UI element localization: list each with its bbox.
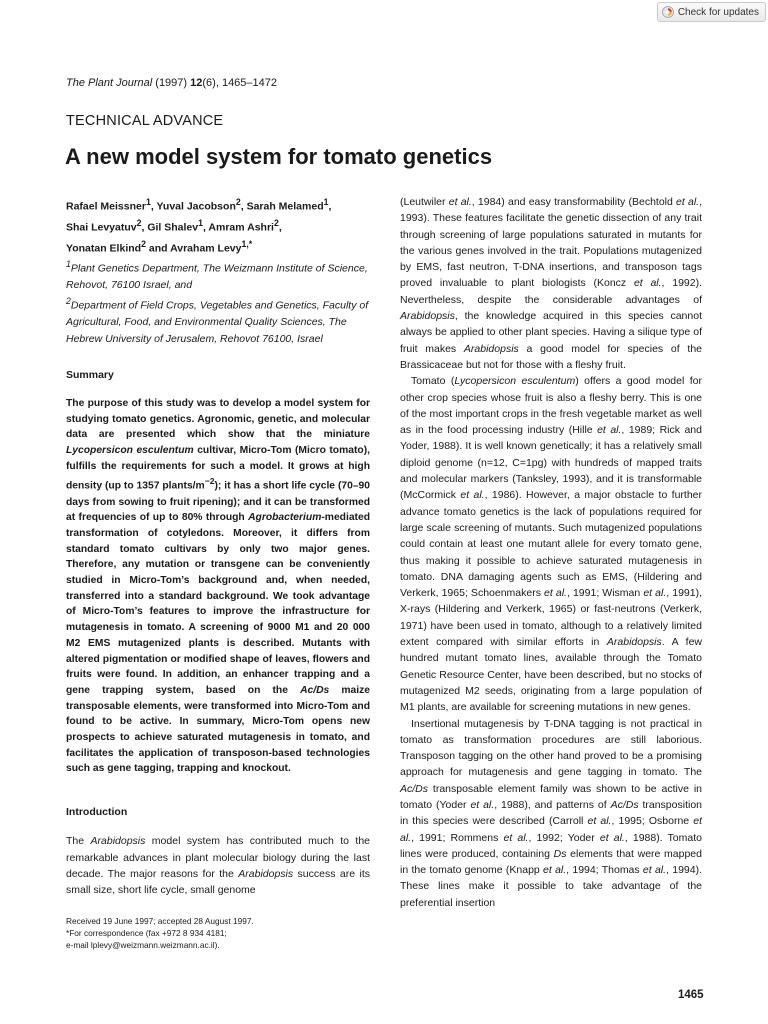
badge-label: Check for updates [677, 6, 759, 18]
introduction-text: The Arabidopsis model system has contributed much to the remarkable advances in plant molecular biology during the last decade. The major reasons for the Arabidopsis success are its small size, short life cycle, small genome [66, 835, 371, 897]
update-badge-icon [662, 6, 674, 18]
journal-citation [66, 77, 277, 89]
received-footnote: Received 19 June 1997; accepted 28 August 1997. *For correspondence (fax +972 8 934 4181; e-mail lplevy@weizmann.weizmann.ac.il). [66, 916, 254, 950]
body-paragraph: Tomato (Lycopersicon esculentum) offers a good model for other crop species whose fruit is also a fleshy berry. This is one of the most important crops in the fresh vegetable market as well as in the food processing industry (Hille et al., 1989; Rick and Yoder, 1988). It is well known genetically; it has a relatively small diploid genome (n=12, C=1pg) with hundreds of mapped traits and molecular markers (Tanksley, 1993), and it is transformable (McCormick et al., 1986). However, a major obstacle to further advance tomato genetics is the lack of populations required for large scale screening of mutants. Such mutagenized populations could contain at least one mutant allele for every tomato gene, thus making it possible to achieve saturated mutagenesis in tomato. DNA damaging agents such as EMS, (Hildering and Verkerk, 1965; Schoenmakers et al., 1991; Wisman et al., 1991), X-rays (Hildering and Verkerk, 1965) or fast-neutrons (Verkerk, 1971) have been used in tomato, although to a relatively limited extent compared with similar efforts in Arabidopsis. A few hundred mutant tomato lines, available through the Tomato Genetic Resource Center, have been described, but no stocks of mutagenized M2 seeds, originating from a large population of M1 plants, are available for screening mutations in new genes. [400, 375, 703, 714]
left-column [66, 194, 370, 899]
journal-issue-pages: (6), 1465–1472 [202, 77, 278, 89]
journal-volume: 12 [190, 77, 203, 89]
section-label: TECHNICAL ADVANCE [66, 113, 224, 129]
check-for-updates-button[interactable] [657, 2, 766, 22]
summary-text: The purpose of this study was to develop a model system for studying tomato genetics. Agronomic, genetic, and molecular data are presented which show that the miniature Lycopersicon esculentum cultivar, Micro-Tom (Micro tomato), fulfills the requirements for such a model. It grows at high density (up to 1357 plants/$m^{-2}$); it has a short life cycle (70–90 days from sowing to fruit ripening); and it can be transformed at frequencies of up to 80% through Agrobacterium-mediated transformation of cotyledons. Moreover, it differs from standard tomato cultivars by only two major genes. Therefore, any mutation or transgene can be conveniently studied in Micro-Tom’s background and, when needed, transferred into a standard background. We took advantage of Micro-Tom’s features to improve the infrastructure for mutagenesis in tomato. A screening of 9000 M1 and 20 000 M2 EMS mutagenized plants is described. Mutants with altered pigmentation or modified shape of leaves, flowers and fruits were found. In addition, an enhancer trapping and a gene trapping system, based on the Ac/Ds maize transposable elements, were transformed into Micro-Tom and found to be active. In summary, Micro-Tom opens new prospects to achieve saturated mutagenesis in tomato, and facilitates the application of transposon-based technologies such as gene tagging, trapping and knockout. [66, 397, 371, 775]
journal-year: (1997) [155, 77, 188, 89]
journal-name: The Plant Journal [66, 77, 153, 89]
introduction-heading: Introduction [66, 806, 128, 819]
author-list: Rafael Meissner$^1$, Yuval Jacobson$^2$, Sarah Melamed$^1$, Shai Levyatuv$^2$, Gil Shalev$^1$, Amram Ashri$^2$, Yonatan Elkind$^2$ and Avraham Levy$^{1,*}$ [66, 197, 332, 255]
body-paragraph: Insertional mutagenesis by T-DNA tagging is not practical in tomato as transformation procedures are still laborious. Transposon tagging on the other hand proved to be a promising approach for mutagenesis and gene tagging in tomato. The Ac/Ds transposable element family was shown to be active in tomato (Yoder et al., 1988), and patterns of Ac/Ds transposition in this species were described (Carroll et al., 1995; Osborne et al., 1991; Rommens et al., 1992; Yoder et al., 1988). Tomato lines were produced, containing Ds elements that were mapped in the tomato genome (Knapp et al., 1994; Thomas et al., 1994). These lines make it possible to take advantage of the preferential insertion [400, 717, 703, 909]
article-title: A new model system for tomato genetics [65, 144, 493, 169]
affiliations: $^1$Plant Genetics Department, The Weizmann Institute of Science, Rehovot, 76100 Israel, and $^2$Department of Field Crops, Vegetables and Genetics, Faculty of Agricultural, Food, and Environmental Quality Sciences, The Hebrew University of Jerusalem, Rehovot 76100, Israel [66, 259, 369, 345]
right-column [400, 194, 702, 911]
page-number: 1465 [678, 989, 704, 1001]
body-paragraph: (Leutwiler et al., 1984) and easy transformability (Bechtold et al., 1993). These features facilitate the genetic dissection of any trait through screening of large populations saturated in mutants for the various genes involved in the trait. Populations mutagenized by EMS, fast neutron, T-DNA insertions, and transposon tags proved invaluable to plant biologists (Koncz et al., 1992). Nevertheless, despite the considerable advantages of Arabidopsis, the knowledge acquired in this species cannot always be applied to other plant species. Having a silique type of fruit makes Arabidopsis a good model for species of the Brassicaceae but not for those with a fleshy fruit. [400, 196, 703, 371]
summary-heading: Summary [66, 368, 114, 381]
